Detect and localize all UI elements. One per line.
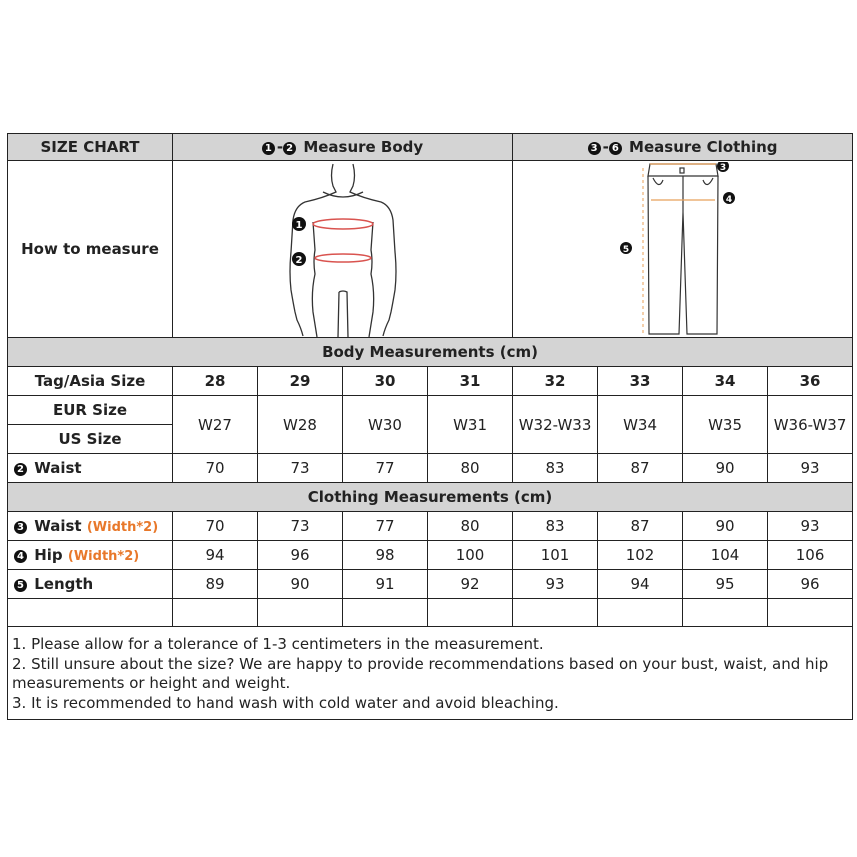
pants-diagram bbox=[513, 162, 853, 337]
body-waist-cell: 93 bbox=[768, 454, 853, 483]
clothing-hip-cell: 106 bbox=[768, 541, 853, 570]
measure-clothing-header: 3 - 6 Measure Clothing bbox=[513, 134, 853, 161]
body-waist-cell: 70 bbox=[173, 454, 258, 483]
clothing-waist-cell: 70 bbox=[173, 512, 258, 541]
clothing-waist-cell: 80 bbox=[428, 512, 513, 541]
circle-5-icon: 5 bbox=[14, 579, 27, 592]
clothing-length-row bbox=[8, 570, 853, 599]
circle-2-icon: 2 bbox=[14, 463, 27, 476]
clothing-waist-label: 3 Waist (Width*2) bbox=[8, 512, 173, 541]
pants-outline-icon bbox=[648, 164, 718, 334]
eur-us-size-cell: W36-W37 bbox=[768, 396, 853, 454]
clothing-hip-cell: 104 bbox=[683, 541, 768, 570]
empty-cell bbox=[258, 599, 343, 627]
pants-diagram-cell bbox=[513, 161, 853, 338]
notes-section bbox=[8, 627, 853, 720]
tag-size-cell: 30 bbox=[343, 367, 428, 396]
tag-size-cell: 31 bbox=[428, 367, 513, 396]
tag-size-label: Tag/Asia Size bbox=[8, 367, 173, 396]
clothing-length-cell: 96 bbox=[768, 570, 853, 599]
marker-5-label: 5 bbox=[622, 244, 630, 255]
clothing-waist-cell: 90 bbox=[683, 512, 768, 541]
clothing-waist-cell: 87 bbox=[598, 512, 683, 541]
clothing-hip-cell: 102 bbox=[598, 541, 683, 570]
body-figure-diagram bbox=[173, 162, 513, 337]
circle-3-icon: 3 bbox=[588, 142, 601, 155]
tag-size-cell: 36 bbox=[768, 367, 853, 396]
eur-us-size-cell: W35 bbox=[683, 396, 768, 454]
clothing-hip-cell: 100 bbox=[428, 541, 513, 570]
tag-size-cell: 34 bbox=[683, 367, 768, 396]
eur-us-size-cell: W34 bbox=[598, 396, 683, 454]
body-waist-row bbox=[8, 454, 853, 483]
body-waist-cell: 83 bbox=[513, 454, 598, 483]
body-outline-icon bbox=[290, 164, 396, 337]
clothing-hip-cell: 96 bbox=[258, 541, 343, 570]
marker-1-label: 1 bbox=[295, 219, 303, 231]
marker-3-label: 3 bbox=[719, 162, 727, 173]
empty-cell bbox=[8, 599, 173, 627]
eur-us-size-cell: W28 bbox=[258, 396, 343, 454]
note-item: 1. Please allow for a tolerance of 1-3 centimeters in the measurement. bbox=[12, 635, 544, 653]
body-waist-cell: 80 bbox=[428, 454, 513, 483]
body-waist-cell: 73 bbox=[258, 454, 343, 483]
note-item: 2. Still unsure about the size? We are happy to provide recommendations based on your bust, waist, and hip measurements or height and weight. bbox=[12, 654, 829, 692]
clothing-hip-label: 4 Hip (Width*2) bbox=[8, 541, 173, 570]
clothing-length-cell: 91 bbox=[343, 570, 428, 599]
bust-measure-line bbox=[313, 219, 373, 229]
clothing-waist-cell: 93 bbox=[768, 512, 853, 541]
circle-2-icon: 2 bbox=[283, 142, 296, 155]
body-waist-label: 2 Waist bbox=[8, 454, 173, 483]
clothing-length-cell: 90 bbox=[258, 570, 343, 599]
clothing-hip-cell: 98 bbox=[343, 541, 428, 570]
tag-size-row bbox=[8, 367, 853, 396]
us-size-label: US Size bbox=[8, 425, 173, 454]
empty-cell bbox=[683, 599, 768, 627]
size-chart-table bbox=[7, 133, 853, 720]
circle-6-icon: 6 bbox=[609, 142, 622, 155]
body-diagram-cell bbox=[173, 161, 513, 338]
clothing-length-cell: 92 bbox=[428, 570, 513, 599]
clothing-hip-cell: 94 bbox=[173, 541, 258, 570]
eur-size-row bbox=[8, 396, 853, 425]
eur-us-size-cell: W31 bbox=[428, 396, 513, 454]
width-note: (Width*2) bbox=[86, 520, 159, 535]
note-item: 3. It is recommended to hand wash with cold water and avoid bleaching. bbox=[12, 693, 559, 712]
clothing-length-cell: 95 bbox=[683, 570, 768, 599]
clothing-waist-cell: 73 bbox=[258, 512, 343, 541]
marker-4-label: 4 bbox=[725, 194, 733, 205]
empty-cell bbox=[513, 599, 598, 627]
measure-body-header: 1 - 2 Measure Body bbox=[173, 134, 513, 161]
empty-cell bbox=[428, 599, 513, 627]
clothing-waist-cell: 77 bbox=[343, 512, 428, 541]
empty-cell bbox=[598, 599, 683, 627]
how-to-measure-label: How to measure bbox=[8, 161, 173, 338]
empty-cell bbox=[173, 599, 258, 627]
eur-us-size-cell: W27 bbox=[173, 396, 258, 454]
clothing-hip-row bbox=[8, 541, 853, 570]
tag-size-cell: 28 bbox=[173, 367, 258, 396]
eur-size-label: EUR Size bbox=[8, 396, 173, 425]
clothing-length-cell: 94 bbox=[598, 570, 683, 599]
empty-cell bbox=[343, 599, 428, 627]
waist-measure-line bbox=[315, 254, 371, 262]
clothing-length-label: 5 Length bbox=[8, 570, 173, 599]
circle-4-icon: 4 bbox=[14, 550, 27, 563]
body-waist-cell: 90 bbox=[683, 454, 768, 483]
clothing-hip-cell: 101 bbox=[513, 541, 598, 570]
clothing-length-cell: 93 bbox=[513, 570, 598, 599]
tag-size-cell: 29 bbox=[258, 367, 343, 396]
empty-row bbox=[8, 599, 853, 627]
eur-us-size-cell: W30 bbox=[343, 396, 428, 454]
width-note: (Width*2) bbox=[67, 549, 140, 564]
marker-2-label: 2 bbox=[295, 254, 303, 266]
clothing-waist-cell: 83 bbox=[513, 512, 598, 541]
circle-3-icon: 3 bbox=[14, 521, 27, 534]
size-chart-title: SIZE CHART bbox=[8, 134, 173, 161]
clothing-length-cell: 89 bbox=[173, 570, 258, 599]
empty-cell bbox=[768, 599, 853, 627]
clothing-measurements-header: Clothing Measurements (cm) bbox=[8, 483, 853, 512]
tag-size-cell: 33 bbox=[598, 367, 683, 396]
tag-size-cell: 32 bbox=[513, 367, 598, 396]
body-measurements-header: Body Measurements (cm) bbox=[8, 338, 853, 367]
body-waist-cell: 87 bbox=[598, 454, 683, 483]
body-waist-cell: 77 bbox=[343, 454, 428, 483]
clothing-waist-row bbox=[8, 512, 853, 541]
eur-us-size-cell: W32-W33 bbox=[513, 396, 598, 454]
circle-1-icon: 1 bbox=[262, 142, 275, 155]
